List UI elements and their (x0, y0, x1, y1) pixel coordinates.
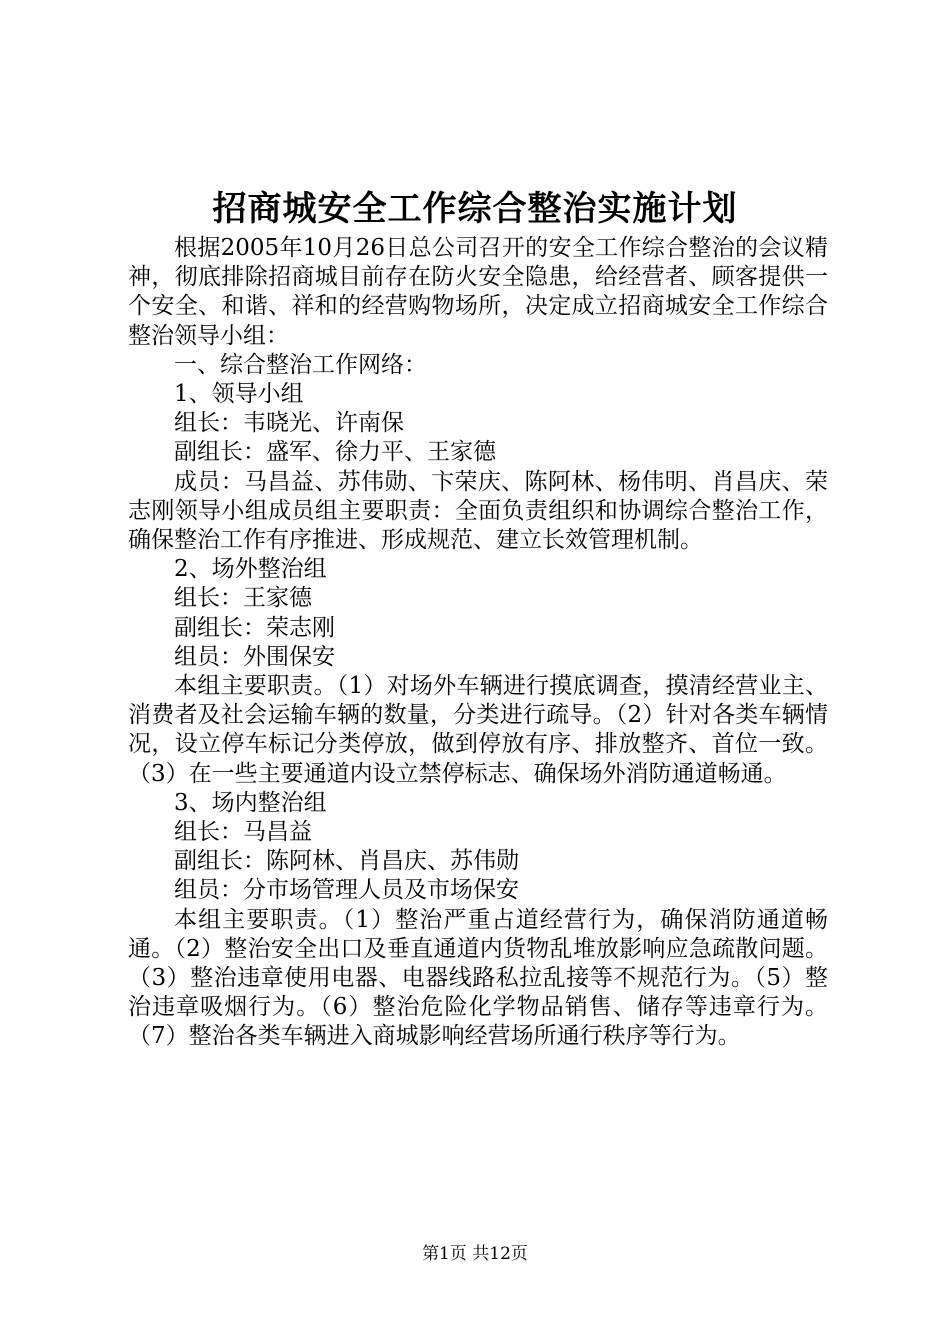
page-number-footer: 第1页 共12页 (422, 1244, 528, 1264)
document-title: 招商城安全工作综合整治实施计划 (212, 189, 738, 229)
outdoor-duties: 本组主要职责。（1）对场外车辆进行摸底调查，摸清经营业主、消费者及社会运输车辆的数量，分类进行疏导。（2）针对各类车辆情况，设立停车标记分类停放，做到停放有序、排放整齐、首位一致。（3）在一些主要通道内设立禁停标志、确保场外消防通道畅通。 (128, 673, 828, 787)
paragraph-intro: 根据2005年10月26日总公司召开的安全工作综合整治的会议精神，彻底排除招商城目前存在防火安全隐患，给经营者、顾客提供一个安全、和谐、祥和的经营购物场所，决定成立招商城安全工作综合整治领导小组： (128, 235, 828, 349)
section-heading-network: 一、综合整治工作网络： (174, 351, 427, 378)
indoor-leader: 组长：马昌益 (174, 819, 312, 846)
subsection-indoor-group: 3、场内整治组 (174, 789, 327, 816)
subsection-leadership-group: 1、领导小组 (174, 381, 304, 408)
leadership-leader: 组长：韦晓光、许南保 (174, 410, 404, 437)
leadership-deputy-leader: 副组长：盛军、徐力平、王家德 (174, 439, 496, 466)
outdoor-members: 组员：外围保安 (174, 643, 335, 670)
indoor-members: 组员：分市场管理人员及市场保安 (174, 877, 519, 904)
leadership-members: 成员：马昌益、苏伟勋、卞荣庆、陈阿林、杨伟明、肖昌庆、荣志刚领导小组成员组主要职责：全面负责组织和协调综合整治工作，确保整治工作有序推进、形成规范、建立长效管理机制。 (128, 468, 828, 554)
outdoor-deputy-leader: 副组长：荣志刚 (174, 614, 335, 641)
subsection-outdoor-group: 2、场外整治组 (174, 556, 327, 583)
indoor-duties: 本组主要职责。（1）整治严重占道经营行为，确保消防通道畅通。（2）整治安全出口及垂直通道内货物乱堆放影响应急疏散问题。（3）整治违章使用电器、电器线路私拉乱接等不规范行为。（5）整治违章吸烟行为。（6）整治危险化学物品销售、储存等违章行为。（7）整治各类车辆进入商城影响经营场所通行秩序等行为。 (128, 906, 828, 1050)
outdoor-leader: 组长：王家德 (174, 585, 312, 612)
indoor-deputy-leader: 副组长：陈阿林、肖昌庆、苏伟勋 (174, 848, 519, 875)
document-body (128, 234, 828, 1052)
